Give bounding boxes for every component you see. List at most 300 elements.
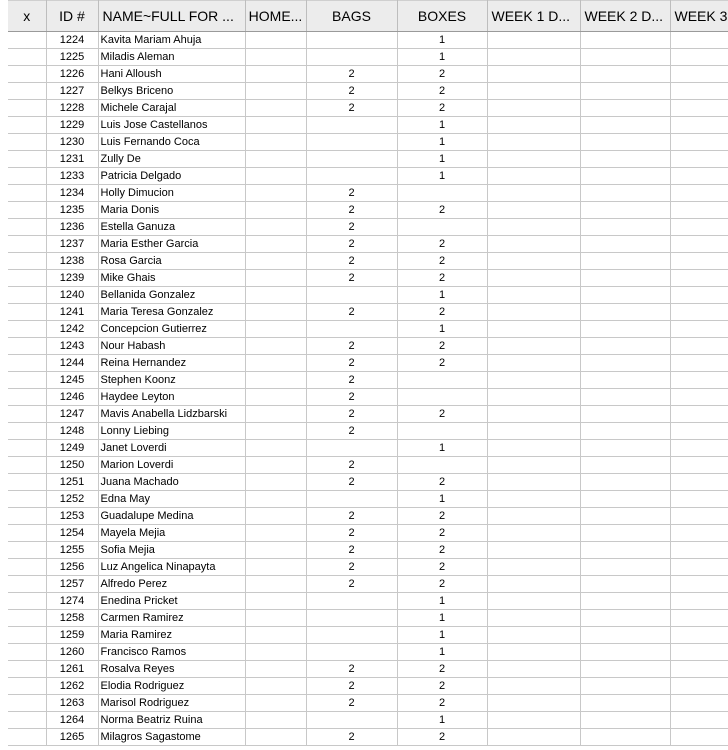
cell-x[interactable] (8, 253, 46, 270)
cell-boxes[interactable]: 2 (397, 338, 487, 355)
cell-boxes[interactable]: 2 (397, 355, 487, 372)
cell-week3[interactable] (670, 542, 728, 559)
cell-boxes[interactable]: 2 (397, 83, 487, 100)
cell-week3[interactable] (670, 270, 728, 287)
cell-home[interactable] (245, 287, 306, 304)
cell-id[interactable]: 1238 (46, 253, 98, 270)
cell-week1[interactable] (487, 338, 580, 355)
cell-boxes[interactable]: 2 (397, 678, 487, 695)
cell-week2[interactable] (580, 49, 670, 66)
column-header-week3[interactable]: WEEK 3 (670, 1, 728, 32)
cell-week3[interactable] (670, 627, 728, 644)
cell-week3[interactable] (670, 712, 728, 729)
cell-x[interactable] (8, 474, 46, 491)
cell-id[interactable]: 1254 (46, 525, 98, 542)
cell-week2[interactable] (580, 627, 670, 644)
table-row[interactable] (8, 83, 728, 100)
cell-x[interactable] (8, 83, 46, 100)
cell-boxes[interactable]: 2 (397, 525, 487, 542)
cell-home[interactable] (245, 304, 306, 321)
cell-week2[interactable] (580, 151, 670, 168)
cell-x[interactable] (8, 712, 46, 729)
cell-home[interactable] (245, 117, 306, 134)
cell-id[interactable]: 1256 (46, 559, 98, 576)
cell-week2[interactable] (580, 372, 670, 389)
cell-id[interactable]: 1262 (46, 678, 98, 695)
cell-boxes[interactable]: 1 (397, 491, 487, 508)
cell-boxes[interactable]: 1 (397, 321, 487, 338)
cell-week3[interactable] (670, 100, 728, 117)
cell-week2[interactable] (580, 168, 670, 185)
table-row[interactable] (8, 576, 728, 593)
cell-home[interactable] (245, 712, 306, 729)
table-row[interactable] (8, 559, 728, 576)
cell-home[interactable] (245, 270, 306, 287)
cell-week2[interactable] (580, 729, 670, 746)
cell-week3[interactable] (670, 304, 728, 321)
cell-x[interactable] (8, 304, 46, 321)
cell-x[interactable] (8, 729, 46, 746)
cell-x[interactable] (8, 389, 46, 406)
cell-x[interactable] (8, 576, 46, 593)
cell-week3[interactable] (670, 389, 728, 406)
table-row[interactable] (8, 389, 728, 406)
cell-week2[interactable] (580, 593, 670, 610)
table-row[interactable] (8, 253, 728, 270)
cell-week3[interactable] (670, 134, 728, 151)
cell-name[interactable]: Holly Dimucion (98, 185, 245, 202)
cell-week1[interactable] (487, 32, 580, 49)
cell-week3[interactable] (670, 32, 728, 49)
cell-home[interactable] (245, 66, 306, 83)
cell-week1[interactable] (487, 712, 580, 729)
cell-bags[interactable]: 2 (306, 559, 397, 576)
cell-boxes[interactable]: 2 (397, 474, 487, 491)
cell-bags[interactable]: 2 (306, 678, 397, 695)
cell-home[interactable] (245, 321, 306, 338)
cell-home[interactable] (245, 355, 306, 372)
cell-week1[interactable] (487, 661, 580, 678)
cell-id[interactable]: 1253 (46, 508, 98, 525)
cell-home[interactable] (245, 542, 306, 559)
cell-home[interactable] (245, 49, 306, 66)
cell-id[interactable]: 1229 (46, 117, 98, 134)
cell-home[interactable] (245, 372, 306, 389)
cell-bags[interactable]: 2 (306, 457, 397, 474)
cell-name[interactable]: Rosa Garcia (98, 253, 245, 270)
cell-home[interactable] (245, 83, 306, 100)
cell-home[interactable] (245, 32, 306, 49)
cell-week1[interactable] (487, 610, 580, 627)
cell-id[interactable]: 1250 (46, 457, 98, 474)
cell-bags[interactable]: 2 (306, 525, 397, 542)
cell-week3[interactable] (670, 49, 728, 66)
cell-week3[interactable] (670, 644, 728, 661)
cell-x[interactable] (8, 406, 46, 423)
cell-boxes[interactable]: 1 (397, 168, 487, 185)
cell-boxes[interactable]: 2 (397, 100, 487, 117)
table-row[interactable] (8, 185, 728, 202)
cell-name[interactable]: Rosalva Reyes (98, 661, 245, 678)
table-row[interactable] (8, 457, 728, 474)
cell-home[interactable] (245, 236, 306, 253)
cell-id[interactable]: 1239 (46, 270, 98, 287)
cell-name[interactable]: Mayela Mejia (98, 525, 245, 542)
cell-home[interactable] (245, 100, 306, 117)
cell-week2[interactable] (580, 610, 670, 627)
cell-week1[interactable] (487, 729, 580, 746)
cell-id[interactable]: 1265 (46, 729, 98, 746)
cell-week3[interactable] (670, 508, 728, 525)
cell-week2[interactable] (580, 202, 670, 219)
cell-name[interactable]: Concepcion Gutierrez (98, 321, 245, 338)
cell-boxes[interactable]: 1 (397, 49, 487, 66)
cell-home[interactable] (245, 168, 306, 185)
column-header-week1[interactable]: WEEK 1 D... (487, 1, 580, 32)
cell-boxes[interactable] (397, 185, 487, 202)
cell-home[interactable] (245, 440, 306, 457)
cell-week1[interactable] (487, 287, 580, 304)
cell-week3[interactable] (670, 406, 728, 423)
cell-bags[interactable]: 2 (306, 304, 397, 321)
cell-id[interactable]: 1234 (46, 185, 98, 202)
cell-week1[interactable] (487, 321, 580, 338)
cell-x[interactable] (8, 508, 46, 525)
cell-boxes[interactable] (397, 457, 487, 474)
table-row[interactable] (8, 491, 728, 508)
cell-week1[interactable] (487, 474, 580, 491)
cell-name[interactable]: Reina Hernandez (98, 355, 245, 372)
cell-id[interactable]: 1255 (46, 542, 98, 559)
cell-week3[interactable] (670, 338, 728, 355)
cell-week2[interactable] (580, 576, 670, 593)
cell-week3[interactable] (670, 236, 728, 253)
cell-id[interactable]: 1251 (46, 474, 98, 491)
table-row[interactable] (8, 661, 728, 678)
cell-week3[interactable] (670, 491, 728, 508)
table-row[interactable] (8, 66, 728, 83)
cell-x[interactable] (8, 236, 46, 253)
cell-id[interactable]: 1258 (46, 610, 98, 627)
cell-name[interactable]: Marion Loverdi (98, 457, 245, 474)
cell-id[interactable]: 1247 (46, 406, 98, 423)
table-row[interactable] (8, 151, 728, 168)
cell-bags[interactable]: 2 (306, 542, 397, 559)
column-header-home[interactable]: HOME... (245, 1, 306, 32)
column-header-week2[interactable]: WEEK 2 D... (580, 1, 670, 32)
cell-name[interactable]: Maria Ramirez (98, 627, 245, 644)
cell-week1[interactable] (487, 508, 580, 525)
cell-name[interactable]: Mavis Anabella Lidzbarski (98, 406, 245, 423)
cell-bags[interactable]: 2 (306, 355, 397, 372)
cell-week3[interactable] (670, 695, 728, 712)
table-row[interactable] (8, 202, 728, 219)
cell-boxes[interactable]: 1 (397, 593, 487, 610)
cell-home[interactable] (245, 491, 306, 508)
cell-x[interactable] (8, 66, 46, 83)
table-row[interactable] (8, 134, 728, 151)
cell-name[interactable]: Edna May (98, 491, 245, 508)
cell-week2[interactable] (580, 712, 670, 729)
cell-bags[interactable] (306, 287, 397, 304)
cell-week2[interactable] (580, 83, 670, 100)
cell-id[interactable]: 1243 (46, 338, 98, 355)
cell-id[interactable]: 1231 (46, 151, 98, 168)
cell-bags[interactable] (306, 610, 397, 627)
cell-week1[interactable] (487, 542, 580, 559)
cell-week1[interactable] (487, 66, 580, 83)
cell-home[interactable] (245, 678, 306, 695)
cell-id[interactable]: 1240 (46, 287, 98, 304)
cell-week1[interactable] (487, 236, 580, 253)
cell-week3[interactable] (670, 219, 728, 236)
cell-week2[interactable] (580, 440, 670, 457)
cell-bags[interactable]: 2 (306, 389, 397, 406)
cell-week2[interactable] (580, 457, 670, 474)
cell-bags[interactable]: 2 (306, 253, 397, 270)
cell-week2[interactable] (580, 661, 670, 678)
cell-x[interactable] (8, 440, 46, 457)
cell-bags[interactable]: 2 (306, 508, 397, 525)
cell-home[interactable] (245, 253, 306, 270)
cell-week2[interactable] (580, 338, 670, 355)
cell-week1[interactable] (487, 491, 580, 508)
cell-week3[interactable] (670, 525, 728, 542)
cell-id[interactable]: 1230 (46, 134, 98, 151)
cell-name[interactable]: Milagros Sagastome (98, 729, 245, 746)
cell-home[interactable] (245, 508, 306, 525)
cell-week2[interactable] (580, 525, 670, 542)
cell-boxes[interactable] (397, 219, 487, 236)
cell-home[interactable] (245, 474, 306, 491)
cell-x[interactable] (8, 168, 46, 185)
cell-boxes[interactable]: 2 (397, 729, 487, 746)
cell-bags[interactable] (306, 49, 397, 66)
cell-week2[interactable] (580, 117, 670, 134)
table-row[interactable] (8, 406, 728, 423)
cell-boxes[interactable] (397, 389, 487, 406)
cell-name[interactable]: Bellanida Gonzalez (98, 287, 245, 304)
cell-id[interactable]: 1245 (46, 372, 98, 389)
cell-bags[interactable]: 2 (306, 695, 397, 712)
column-header-boxes[interactable]: BOXES (397, 1, 487, 32)
cell-x[interactable] (8, 321, 46, 338)
cell-boxes[interactable]: 2 (397, 576, 487, 593)
cell-name[interactable]: Francisco Ramos (98, 644, 245, 661)
cell-week1[interactable] (487, 202, 580, 219)
cell-name[interactable]: Zully De (98, 151, 245, 168)
cell-week3[interactable] (670, 678, 728, 695)
table-row[interactable] (8, 610, 728, 627)
cell-week3[interactable] (670, 576, 728, 593)
cell-bags[interactable] (306, 32, 397, 49)
table-row[interactable] (8, 678, 728, 695)
cell-home[interactable] (245, 185, 306, 202)
cell-week2[interactable] (580, 287, 670, 304)
cell-name[interactable]: Carmen Ramirez (98, 610, 245, 627)
cell-boxes[interactable]: 2 (397, 236, 487, 253)
cell-boxes[interactable]: 2 (397, 406, 487, 423)
table-row[interactable] (8, 440, 728, 457)
cell-id[interactable]: 1241 (46, 304, 98, 321)
cell-id[interactable]: 1233 (46, 168, 98, 185)
cell-week1[interactable] (487, 134, 580, 151)
cell-id[interactable]: 1235 (46, 202, 98, 219)
cell-id[interactable]: 1226 (46, 66, 98, 83)
table-row[interactable] (8, 627, 728, 644)
cell-home[interactable] (245, 661, 306, 678)
cell-id[interactable]: 1252 (46, 491, 98, 508)
table-row[interactable] (8, 729, 728, 746)
cell-id[interactable]: 1259 (46, 627, 98, 644)
cell-x[interactable] (8, 32, 46, 49)
cell-week3[interactable] (670, 610, 728, 627)
cell-name[interactable]: Lonny Liebing (98, 423, 245, 440)
cell-home[interactable] (245, 406, 306, 423)
cell-week3[interactable] (670, 83, 728, 100)
cell-home[interactable] (245, 593, 306, 610)
cell-week1[interactable] (487, 355, 580, 372)
cell-week2[interactable] (580, 559, 670, 576)
cell-home[interactable] (245, 525, 306, 542)
cell-x[interactable] (8, 287, 46, 304)
cell-bags[interactable]: 2 (306, 576, 397, 593)
cell-boxes[interactable]: 2 (397, 508, 487, 525)
cell-week3[interactable] (670, 355, 728, 372)
cell-x[interactable] (8, 695, 46, 712)
cell-boxes[interactable] (397, 372, 487, 389)
cell-name[interactable]: Luis Fernando Coca (98, 134, 245, 151)
cell-bags[interactable]: 2 (306, 202, 397, 219)
cell-week3[interactable] (670, 117, 728, 134)
cell-id[interactable]: 1236 (46, 219, 98, 236)
cell-bags[interactable] (306, 440, 397, 457)
cell-id[interactable]: 1244 (46, 355, 98, 372)
cell-week2[interactable] (580, 423, 670, 440)
cell-week2[interactable] (580, 66, 670, 83)
cell-week1[interactable] (487, 117, 580, 134)
cell-week1[interactable] (487, 627, 580, 644)
cell-boxes[interactable]: 2 (397, 695, 487, 712)
cell-week3[interactable] (670, 729, 728, 746)
cell-week1[interactable] (487, 576, 580, 593)
cell-name[interactable]: Norma Beatriz Ruina (98, 712, 245, 729)
cell-name[interactable]: Alfredo Perez (98, 576, 245, 593)
table-row[interactable] (8, 542, 728, 559)
cell-x[interactable] (8, 151, 46, 168)
cell-boxes[interactable] (397, 423, 487, 440)
table-row[interactable] (8, 695, 728, 712)
cell-x[interactable] (8, 542, 46, 559)
cell-week2[interactable] (580, 542, 670, 559)
cell-x[interactable] (8, 593, 46, 610)
cell-week1[interactable] (487, 440, 580, 457)
cell-bags[interactable]: 2 (306, 406, 397, 423)
table-row[interactable] (8, 338, 728, 355)
cell-boxes[interactable]: 2 (397, 661, 487, 678)
cell-bags[interactable] (306, 644, 397, 661)
table-row[interactable] (8, 100, 728, 117)
cell-x[interactable] (8, 355, 46, 372)
table-row[interactable] (8, 355, 728, 372)
cell-week2[interactable] (580, 134, 670, 151)
cell-week1[interactable] (487, 678, 580, 695)
cell-week3[interactable] (670, 474, 728, 491)
cell-bags[interactable]: 2 (306, 474, 397, 491)
cell-bags[interactable]: 2 (306, 423, 397, 440)
cell-boxes[interactable]: 2 (397, 270, 487, 287)
cell-week2[interactable] (580, 678, 670, 695)
cell-boxes[interactable]: 2 (397, 304, 487, 321)
table-row[interactable] (8, 321, 728, 338)
cell-x[interactable] (8, 338, 46, 355)
cell-bags[interactable] (306, 627, 397, 644)
cell-week2[interactable] (580, 508, 670, 525)
cell-bags[interactable]: 2 (306, 270, 397, 287)
cell-week2[interactable] (580, 389, 670, 406)
cell-week2[interactable] (580, 100, 670, 117)
cell-week2[interactable] (580, 304, 670, 321)
cell-boxes[interactable]: 1 (397, 610, 487, 627)
cell-week2[interactable] (580, 491, 670, 508)
cell-week2[interactable] (580, 236, 670, 253)
cell-name[interactable]: Janet Loverdi (98, 440, 245, 457)
column-header-id[interactable]: ID # (46, 1, 98, 32)
cell-boxes[interactable]: 1 (397, 627, 487, 644)
cell-bags[interactable] (306, 117, 397, 134)
cell-boxes[interactable]: 2 (397, 559, 487, 576)
cell-id[interactable]: 1263 (46, 695, 98, 712)
table-row[interactable] (8, 304, 728, 321)
cell-week1[interactable] (487, 559, 580, 576)
cell-id[interactable]: 1237 (46, 236, 98, 253)
cell-name[interactable]: Miladis Aleman (98, 49, 245, 66)
cell-week1[interactable] (487, 372, 580, 389)
cell-week3[interactable] (670, 321, 728, 338)
cell-week1[interactable] (487, 185, 580, 202)
cell-boxes[interactable]: 1 (397, 440, 487, 457)
cell-bags[interactable] (306, 168, 397, 185)
table-row[interactable] (8, 372, 728, 389)
column-header-bags[interactable]: BAGS (306, 1, 397, 32)
cell-home[interactable] (245, 729, 306, 746)
cell-week2[interactable] (580, 219, 670, 236)
cell-home[interactable] (245, 644, 306, 661)
cell-name[interactable]: Luis Jose Castellanos (98, 117, 245, 134)
cell-week3[interactable] (670, 440, 728, 457)
table-row[interactable] (8, 168, 728, 185)
cell-name[interactable]: Stephen Koonz (98, 372, 245, 389)
cell-home[interactable] (245, 389, 306, 406)
cell-week3[interactable] (670, 372, 728, 389)
column-header-x[interactable]: x (8, 1, 46, 32)
cell-bags[interactable]: 2 (306, 83, 397, 100)
cell-bags[interactable] (306, 593, 397, 610)
cell-boxes[interactable]: 1 (397, 117, 487, 134)
table-row[interactable] (8, 32, 728, 49)
table-row[interactable] (8, 423, 728, 440)
cell-boxes[interactable]: 2 (397, 253, 487, 270)
cell-id[interactable]: 1246 (46, 389, 98, 406)
table-row[interactable] (8, 712, 728, 729)
cell-week1[interactable] (487, 219, 580, 236)
cell-week1[interactable] (487, 525, 580, 542)
column-header-name[interactable]: NAME~FULL FOR ... (98, 1, 245, 32)
cell-name[interactable]: Mike Ghais (98, 270, 245, 287)
cell-week2[interactable] (580, 474, 670, 491)
cell-x[interactable] (8, 100, 46, 117)
cell-boxes[interactable]: 1 (397, 287, 487, 304)
